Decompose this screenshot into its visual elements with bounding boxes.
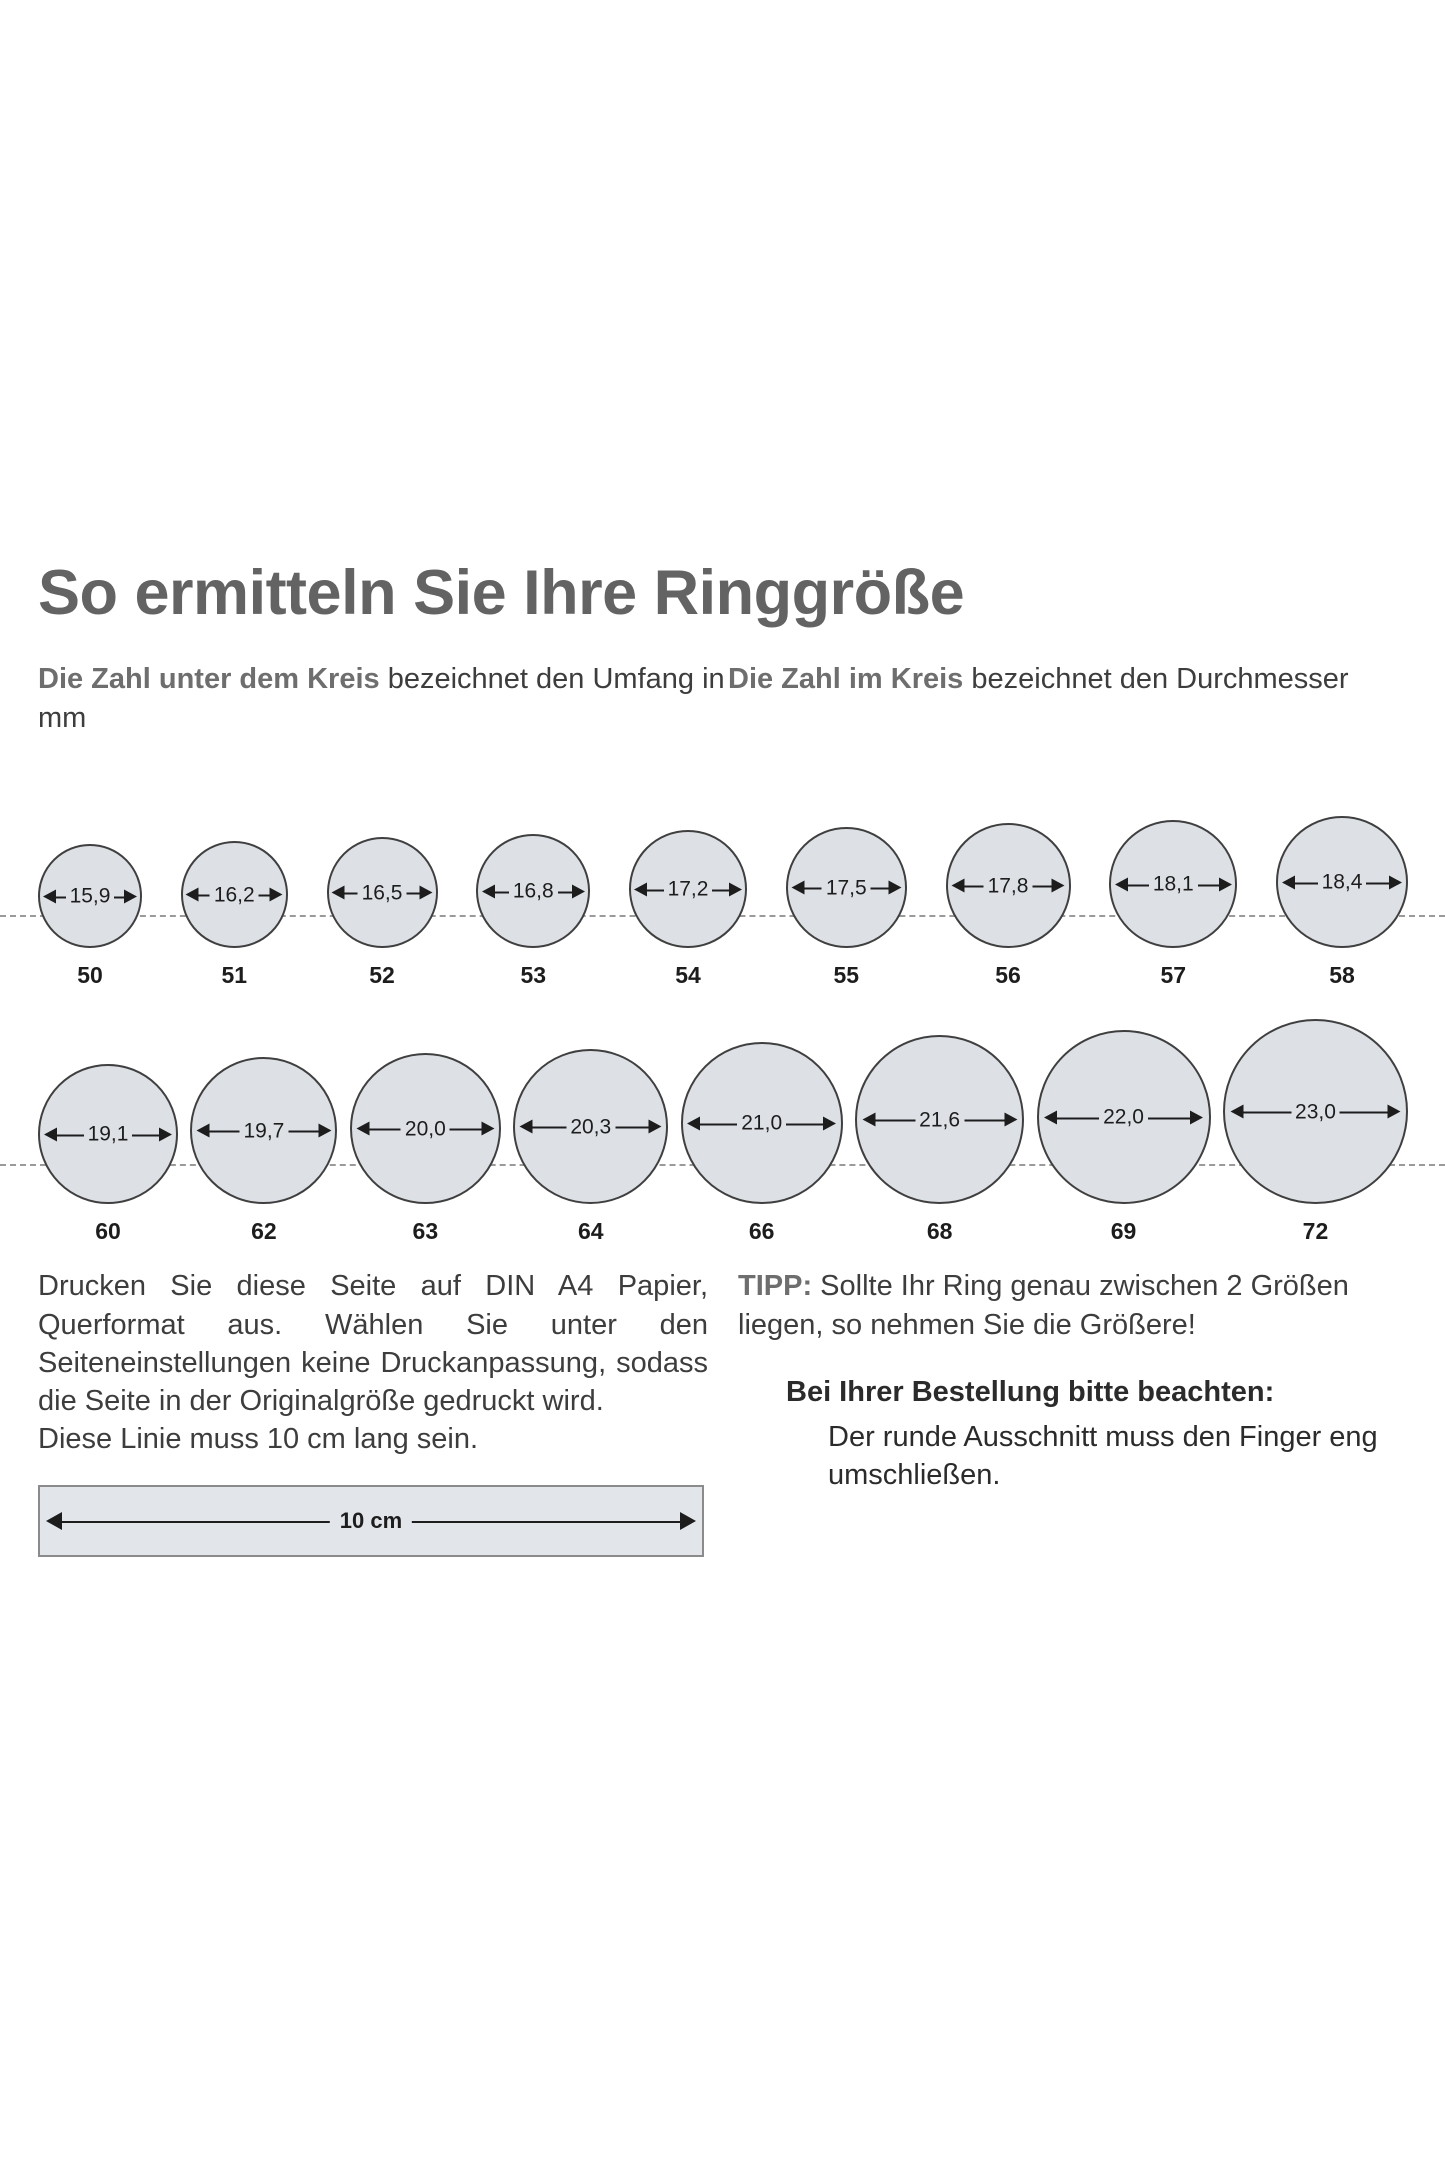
circle-wrap	[786, 827, 907, 948]
circumference-label: 50	[77, 962, 103, 989]
arrow-right-icon	[1219, 877, 1232, 891]
arrow-left-icon	[1282, 875, 1295, 889]
arrow-right-icon	[823, 1116, 836, 1130]
arrow-left-icon	[520, 1120, 533, 1134]
arrow-left-icon	[687, 1116, 700, 1130]
arrow-right-icon	[270, 888, 283, 902]
diameter-label: 15,9	[66, 886, 115, 907]
ring-circle	[350, 1053, 501, 1204]
diameter-label: 18,1	[1149, 874, 1198, 895]
diameter-label: 22,0	[1099, 1107, 1148, 1128]
diameter-arrow	[1225, 1101, 1406, 1122]
line-text: Diese Linie muss 10 cm lang sein.	[38, 1423, 479, 1456]
ring-cell	[946, 823, 1071, 989]
ring-cell	[681, 1042, 843, 1245]
ring-circle	[946, 823, 1071, 948]
ring-circle	[1223, 1019, 1408, 1204]
circle-wrap	[327, 837, 438, 948]
circumference-label: 64	[577, 1218, 604, 1245]
diameter-arrow	[478, 881, 588, 902]
ring-cell	[1276, 816, 1408, 989]
page-content	[38, 560, 1408, 1557]
diameter-arrow	[1111, 874, 1235, 895]
circle-wrap	[181, 841, 288, 948]
ring-cell	[513, 1049, 668, 1245]
ruler-10cm	[38, 1485, 704, 1557]
diameter-label: 17,2	[664, 879, 713, 900]
arrow-right-icon	[159, 1127, 172, 1141]
arrow-right-icon	[888, 881, 901, 895]
arrow-left-icon	[197, 1124, 210, 1138]
diameter-label: 19,7	[239, 1120, 288, 1141]
circle-wrap	[350, 1053, 501, 1204]
arrow-left-icon	[43, 889, 56, 903]
circumference-label: 51	[221, 962, 248, 989]
diameter-arrow	[183, 884, 286, 905]
ring-cell	[1037, 1030, 1211, 1245]
diameter-arrow	[948, 875, 1069, 896]
ring-circle	[38, 1064, 178, 1204]
arrow-left-icon	[356, 1122, 369, 1136]
arrow-right-icon	[318, 1124, 331, 1138]
circle-wrap	[681, 1042, 843, 1204]
circle-wrap	[1109, 820, 1237, 948]
diameter-label: 16,5	[358, 882, 407, 903]
ring-cell	[181, 841, 288, 989]
ring-cell	[1223, 1019, 1408, 1245]
intro-section	[38, 660, 1408, 737]
diameter-label: 20,0	[401, 1118, 450, 1139]
arrow-right-icon	[1190, 1110, 1203, 1124]
ring-circle	[681, 1042, 843, 1204]
intro-left-bold: Die Zahl unter dem Kreis	[38, 663, 380, 696]
ring-cell	[786, 827, 907, 989]
ring-row-2-rings	[38, 1007, 1408, 1245]
arrow-right-icon	[419, 886, 432, 900]
diameter-arrow	[40, 886, 140, 907]
ring-cell	[38, 844, 142, 989]
circle-wrap	[855, 1035, 1024, 1204]
circle-wrap	[38, 1064, 178, 1204]
print-text: Drucken Sie diese Seite auf DIN A4 Papier, Querformat aus. Wählen Sie unter den Seiteneinstellungen keine Druckanpassung, sodass die Seite in der Originalgröße gedruckt wird.	[38, 1270, 708, 1418]
arrow-left-icon	[951, 879, 964, 893]
arrow-left-icon	[332, 886, 345, 900]
intro-right	[728, 660, 1408, 737]
circumference-label: 52	[369, 962, 395, 989]
tip-paragraph	[738, 1267, 1408, 1344]
ring-row-2	[38, 1007, 1408, 1245]
circumference-label: 55	[833, 962, 860, 989]
circumference-label: 72	[1302, 1218, 1329, 1245]
ring-circle	[190, 1057, 337, 1204]
arrow-left-icon	[1044, 1110, 1057, 1124]
ring-cell	[855, 1035, 1024, 1245]
circle-wrap	[513, 1049, 668, 1204]
ring-circle	[181, 841, 288, 948]
arrow-right-icon	[729, 882, 742, 896]
ring-cell	[190, 1057, 337, 1245]
arrow-right-icon	[649, 1120, 662, 1134]
arrow-left-icon	[791, 881, 804, 895]
ring-circle	[1037, 1030, 1211, 1204]
circle-wrap	[946, 823, 1071, 948]
circle-wrap	[629, 830, 747, 948]
arrow-left-icon	[862, 1113, 875, 1127]
circle-wrap	[190, 1057, 337, 1204]
diameter-arrow	[40, 1124, 176, 1145]
diameter-arrow	[788, 877, 905, 898]
circumference-label: 53	[520, 962, 547, 989]
tip-label: TIPP:	[738, 1270, 813, 1303]
circumference-label: 69	[1110, 1218, 1137, 1245]
arrow-left-icon	[44, 1127, 57, 1141]
ring-circle	[629, 830, 747, 948]
diameter-label: 20,3	[566, 1116, 615, 1137]
bottom-section	[38, 1267, 1408, 1556]
ring-row-1-rings	[38, 779, 1408, 989]
tip-section	[738, 1267, 1408, 1556]
tip-text: Sollte Ihr Ring genau zwischen 2 Größen liegen, so nehmen Sie die Größere!	[738, 1270, 1349, 1341]
order-notice-body: Der runde Ausschnitt muss den Finger eng umschließen.	[828, 1421, 1378, 1492]
diameter-label: 19,1	[84, 1124, 133, 1145]
ring-circle	[476, 834, 590, 948]
arrow-left-icon	[1115, 877, 1128, 891]
ring-circle	[513, 1049, 668, 1204]
diameter-arrow	[1278, 872, 1406, 893]
circumference-label: 68	[926, 1218, 953, 1245]
circle-wrap	[38, 844, 142, 948]
diameter-arrow	[631, 879, 745, 900]
circle-wrap	[1037, 1030, 1211, 1204]
circle-wrap	[476, 834, 590, 948]
diameter-label: 21,0	[737, 1113, 786, 1134]
arrow-right-icon	[1052, 879, 1065, 893]
diameter-arrow	[329, 882, 436, 903]
ring-circle	[786, 827, 907, 948]
ring-circle	[855, 1035, 1024, 1204]
diameter-arrow	[515, 1116, 666, 1137]
ruler-arrow-right-icon	[680, 1512, 696, 1530]
diameter-arrow	[683, 1113, 841, 1134]
ring-circle	[1109, 820, 1237, 948]
ring-row-1	[38, 779, 1408, 989]
arrow-right-icon	[124, 889, 137, 903]
arrow-right-icon	[1004, 1113, 1017, 1127]
intro-right-bold: Die Zahl im Kreis	[728, 663, 964, 696]
order-notice-title: Bei Ihrer Bestellung bitte beachten:	[786, 1375, 1275, 1408]
circumference-label: 57	[1160, 962, 1187, 989]
circumference-label: 58	[1329, 962, 1355, 989]
arrow-left-icon	[1230, 1105, 1243, 1119]
ring-circle	[38, 844, 142, 948]
circumference-label: 62	[251, 1218, 277, 1245]
diameter-label: 16,2	[210, 884, 259, 905]
circumference-label: 66	[748, 1218, 775, 1245]
arrow-right-icon	[481, 1122, 494, 1136]
circle-wrap	[1223, 1019, 1408, 1204]
page-title: So ermitteln Sie Ihre Ringgröße	[38, 558, 965, 628]
print-instructions	[38, 1267, 738, 1556]
circumference-label: 54	[675, 962, 701, 989]
circumference-label: 56	[995, 962, 1021, 989]
ring-cell	[350, 1053, 501, 1245]
arrow-left-icon	[634, 882, 647, 896]
diameter-label: 18,4	[1318, 872, 1367, 893]
ring-cell	[38, 1064, 178, 1245]
intro-right-rest: bezeichnet den Durchmesser	[963, 663, 1349, 696]
ring-cell	[476, 834, 590, 989]
ring-circle	[327, 837, 438, 948]
diameter-arrow	[192, 1120, 335, 1141]
diameter-arrow	[1039, 1107, 1209, 1128]
circumference-label: 60	[95, 1218, 121, 1245]
arrow-right-icon	[572, 884, 585, 898]
diameter-arrow	[352, 1118, 499, 1139]
ruler-arrow-left-icon	[46, 1512, 62, 1530]
intro-left	[38, 660, 728, 737]
ring-cell	[327, 837, 438, 989]
diameter-label: 16,8	[509, 881, 558, 902]
ruler-label: 10 cm	[330, 1508, 412, 1534]
diameter-arrow	[857, 1109, 1022, 1130]
diameter-label: 21,6	[915, 1109, 964, 1130]
arrow-right-icon	[1389, 875, 1402, 889]
arrow-left-icon	[482, 884, 495, 898]
diameter-label: 23,0	[1291, 1101, 1340, 1122]
circle-wrap	[1276, 816, 1408, 948]
ring-circle	[1276, 816, 1408, 948]
circumference-label: 63	[412, 1218, 439, 1245]
ring-cell	[1109, 820, 1237, 989]
intro-left-rest: bezeichnet den Umfang in mm	[38, 663, 725, 734]
arrow-left-icon	[186, 888, 199, 902]
ring-cell	[629, 830, 747, 989]
diameter-label: 17,8	[984, 875, 1033, 896]
arrow-right-icon	[1388, 1105, 1401, 1119]
diameter-label: 17,5	[822, 877, 871, 898]
